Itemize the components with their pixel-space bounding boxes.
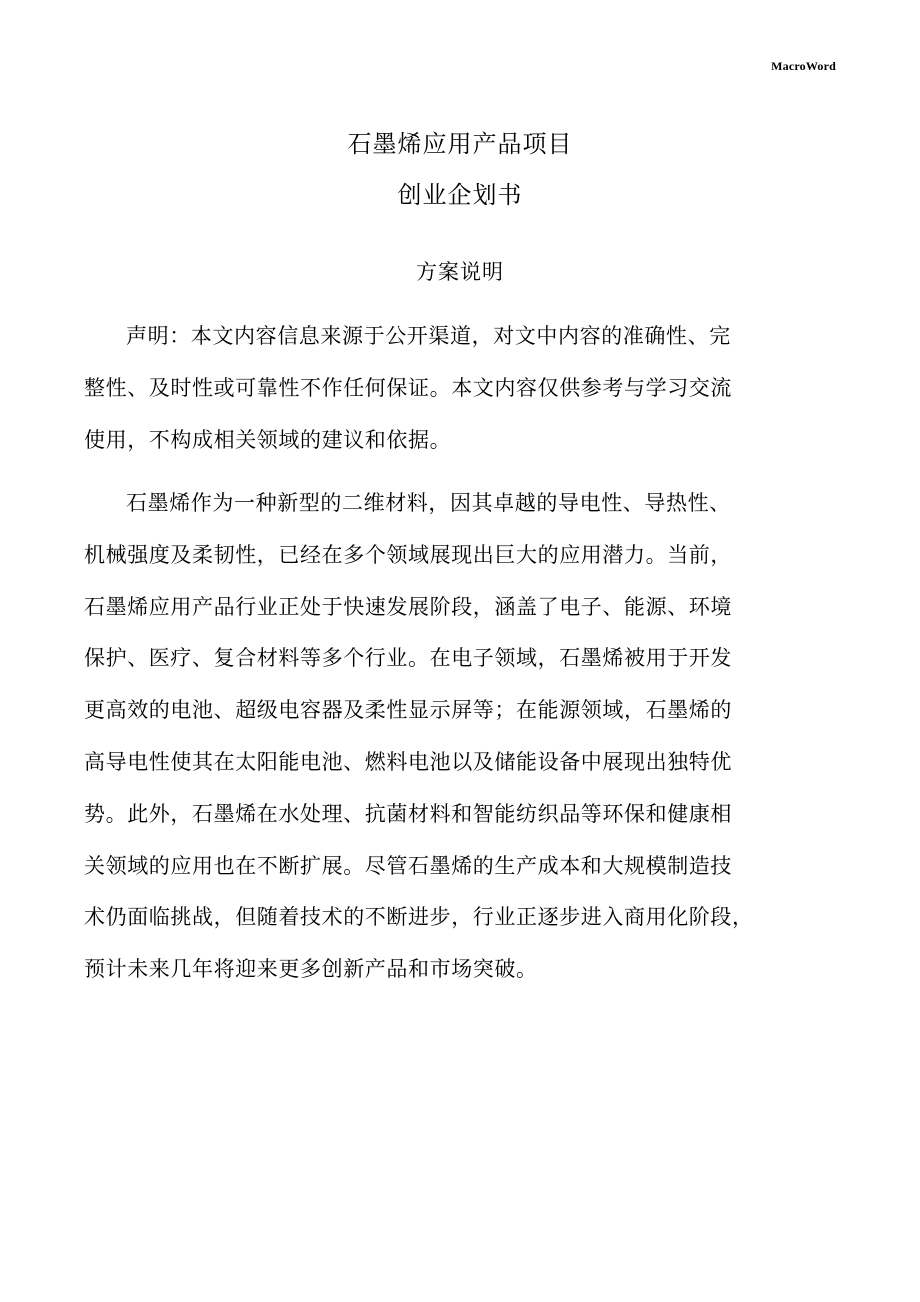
intro-paragraph <box>84 478 836 996</box>
paragraph-line: 势。此外，石墨烯在水处理、抗菌材料和智能纺织品等环保和健康相 <box>84 801 732 826</box>
paragraph-line: 使用，不构成相关领域的建议和依据。 <box>84 427 452 452</box>
document-title: 石墨烯应用产品项目 <box>347 130 573 158</box>
document-subtitle: 创业企划书 <box>397 181 523 209</box>
paragraph-line: 更高效的电池、超级电容器及柔性显示屏等；在能源领域，石墨烯的 <box>84 698 732 723</box>
paragraph-line: 整性、及时性或可靠性不作任何保证。本文内容仅供参考与学习交流 <box>84 375 732 400</box>
section-heading: 方案说明 <box>416 260 504 284</box>
paragraph-line: 石墨烯作为一种新型的二维材料，因其卓越的导电性、导热性、 <box>126 491 731 515</box>
paragraph-line: 石墨烯应用产品行业正处于快速发展阶段，涵盖了电子、能源、环境 <box>84 594 732 619</box>
paragraph-line: 声明：本文内容信息来源于公开渠道，对文中内容的准确性、完 <box>126 324 731 348</box>
header-brand: MacroWord <box>771 59 836 73</box>
paragraph-line: 关领域的应用也在不断扩展。尽管石墨烯的生产成本和大规模制造技 <box>84 853 732 878</box>
paragraph-line: 高导电性使其在太阳能电池、燃料电池以及储能设备中展现出独特优 <box>84 749 732 774</box>
disclaimer-paragraph <box>84 311 836 466</box>
paragraph-line: 保护、医疗、复合材料等多个行业。在电子领域，石墨烯被用于开发 <box>84 646 732 671</box>
paragraph-line: 机械强度及柔韧性，已经在多个领域展现出巨大的应用潜力。当前， <box>84 542 732 567</box>
paragraph-line: 预计未来几年将迎来更多创新产品和市场突破。 <box>84 957 538 982</box>
paragraph-line: 术仍面临挑战，但随着技术的不断进步，行业正逐步进入商用化阶段， <box>84 905 754 930</box>
